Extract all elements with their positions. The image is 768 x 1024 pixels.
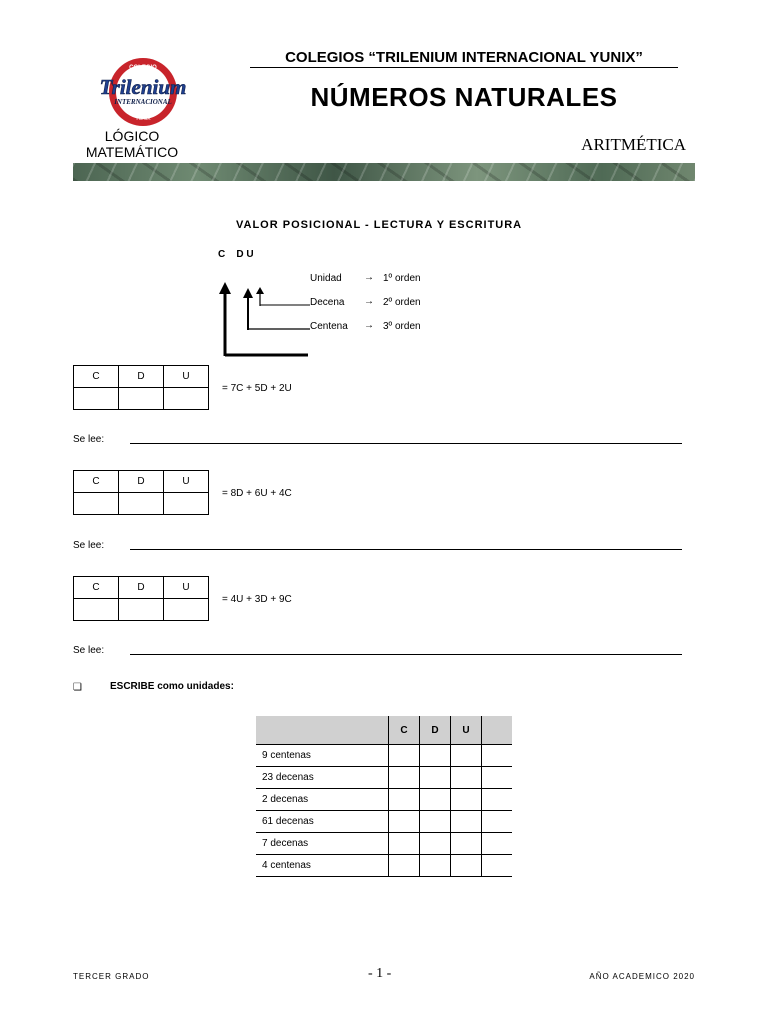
logo-top-text: COLEGIO xyxy=(129,65,157,71)
right-arrow-icon: → xyxy=(364,296,374,307)
header-cell-d: D xyxy=(119,471,164,493)
header-cell-c: C xyxy=(74,577,119,599)
header-cell-c: C xyxy=(74,471,119,493)
place-value-arrow-diagram xyxy=(210,280,320,360)
answer-cell-c[interactable] xyxy=(389,767,420,789)
bullet-icon: ❏ xyxy=(73,682,82,693)
answer-cell-u[interactable] xyxy=(451,833,482,855)
row-label: 9 centenas xyxy=(256,745,389,767)
row-label: 2 decenas xyxy=(256,789,389,811)
table-row xyxy=(256,855,512,877)
answer-cell-extra[interactable] xyxy=(482,811,513,833)
subject-area xyxy=(80,128,184,160)
answer-cell-extra[interactable] xyxy=(482,833,513,855)
answer-cell-u[interactable] xyxy=(451,811,482,833)
logo-sub-text: INTERNACIONAL xyxy=(114,98,172,106)
answer-cell-d[interactable] xyxy=(420,767,451,789)
answer-cell-d[interactable] xyxy=(119,388,164,410)
place-value-table xyxy=(73,365,209,410)
answer-cell-extra[interactable] xyxy=(482,789,513,811)
subject-area-line1: LÓGICO xyxy=(104,128,160,144)
read-answer-line[interactable] xyxy=(130,654,682,655)
answer-cell-d[interactable] xyxy=(420,789,451,811)
logo-bottom-text: YUNIX xyxy=(135,116,151,122)
place-value-table xyxy=(73,576,209,621)
logo-main-text: Trilenium xyxy=(99,75,187,99)
row-label: 4 centenas xyxy=(256,855,389,877)
answer-cell-c[interactable] xyxy=(389,789,420,811)
read-label: Se lee: xyxy=(73,434,105,445)
answer-cell-d[interactable] xyxy=(119,599,164,621)
header-cell-c: C xyxy=(74,366,119,388)
order-centena-value: 3º orden xyxy=(383,321,421,332)
answer-cell-c[interactable] xyxy=(74,493,119,515)
equation: = 7C + 5D + 2U xyxy=(222,383,292,394)
answer-cell-u[interactable] xyxy=(451,767,482,789)
answer-cell-d[interactable] xyxy=(420,833,451,855)
answer-cell-d[interactable] xyxy=(420,745,451,767)
answer-cell-u[interactable] xyxy=(164,493,209,515)
cdu-header: C D U xyxy=(218,249,254,260)
equation: = 4U + 3D + 9C xyxy=(222,594,292,605)
table-row xyxy=(256,745,512,767)
units-header-u: U xyxy=(451,716,482,745)
order-centena-name: Centena xyxy=(310,321,348,332)
units-header-d: D xyxy=(420,716,451,745)
read-label: Se lee: xyxy=(73,540,105,551)
answer-cell-u[interactable] xyxy=(451,789,482,811)
answer-cell-c[interactable] xyxy=(74,388,119,410)
answer-cell-c[interactable] xyxy=(389,811,420,833)
answer-cell-c[interactable] xyxy=(389,855,420,877)
school-logo xyxy=(88,52,198,132)
row-label: 7 decenas xyxy=(256,833,389,855)
answer-cell-extra[interactable] xyxy=(482,745,513,767)
answer-cell-c[interactable] xyxy=(389,833,420,855)
read-label: Se lee: xyxy=(73,645,105,656)
footer-academic-year: AÑO ACADEMICO 2020 xyxy=(589,972,695,981)
header-cell-d: D xyxy=(119,577,164,599)
header-cell-u: U xyxy=(164,471,209,493)
footer-grade: TERCER GRADO xyxy=(73,972,150,981)
row-label: 23 decenas xyxy=(256,767,389,789)
subject-area-line2: MATEMÁTICO xyxy=(85,144,179,160)
units-header-blank xyxy=(256,716,389,745)
instruction-text: ESCRIBE como unidades: xyxy=(110,681,234,692)
right-arrow-icon: → xyxy=(364,272,374,283)
section-title: VALOR POSICIONAL - LECTURA Y ESCRITURA xyxy=(236,219,523,231)
answer-cell-u[interactable] xyxy=(451,855,482,877)
page-title: NÚMEROS NATURALES xyxy=(310,82,618,112)
marble-divider-band xyxy=(73,163,695,181)
order-decena-value: 2º orden xyxy=(383,297,421,308)
answer-cell-c[interactable] xyxy=(389,745,420,767)
header-cell-d: D xyxy=(119,366,164,388)
units-header-c: C xyxy=(389,716,420,745)
answer-cell-extra[interactable] xyxy=(482,767,513,789)
place-value-table xyxy=(73,470,209,515)
table-row xyxy=(256,833,512,855)
page-number: - 1 - xyxy=(368,966,392,981)
table-row xyxy=(256,811,512,833)
order-unidad-name: Unidad xyxy=(310,273,342,284)
subject-name: ARITMÉTICA xyxy=(581,135,686,154)
answer-cell-u[interactable] xyxy=(164,388,209,410)
read-answer-line[interactable] xyxy=(130,443,682,444)
order-unidad-value: 1º orden xyxy=(383,273,421,284)
answer-cell-d[interactable] xyxy=(119,493,164,515)
read-answer-line[interactable] xyxy=(130,549,682,550)
header-cell-u: U xyxy=(164,366,209,388)
table-row xyxy=(256,767,512,789)
school-name: COLEGIOS “TRILENIUM INTERNACIONAL YUNIX” xyxy=(250,48,678,68)
answer-cell-d[interactable] xyxy=(420,811,451,833)
order-decena-name: Decena xyxy=(310,297,345,308)
answer-cell-u[interactable] xyxy=(451,745,482,767)
row-label: 61 decenas xyxy=(256,811,389,833)
header-cell-u: U xyxy=(164,577,209,599)
table-row xyxy=(256,789,512,811)
equation: = 8D + 6U + 4C xyxy=(222,488,292,499)
answer-cell-c[interactable] xyxy=(74,599,119,621)
units-table xyxy=(256,716,512,877)
units-header-extra xyxy=(482,716,513,745)
answer-cell-extra[interactable] xyxy=(482,855,513,877)
answer-cell-d[interactable] xyxy=(420,855,451,877)
right-arrow-icon: → xyxy=(364,320,374,331)
answer-cell-u[interactable] xyxy=(164,599,209,621)
